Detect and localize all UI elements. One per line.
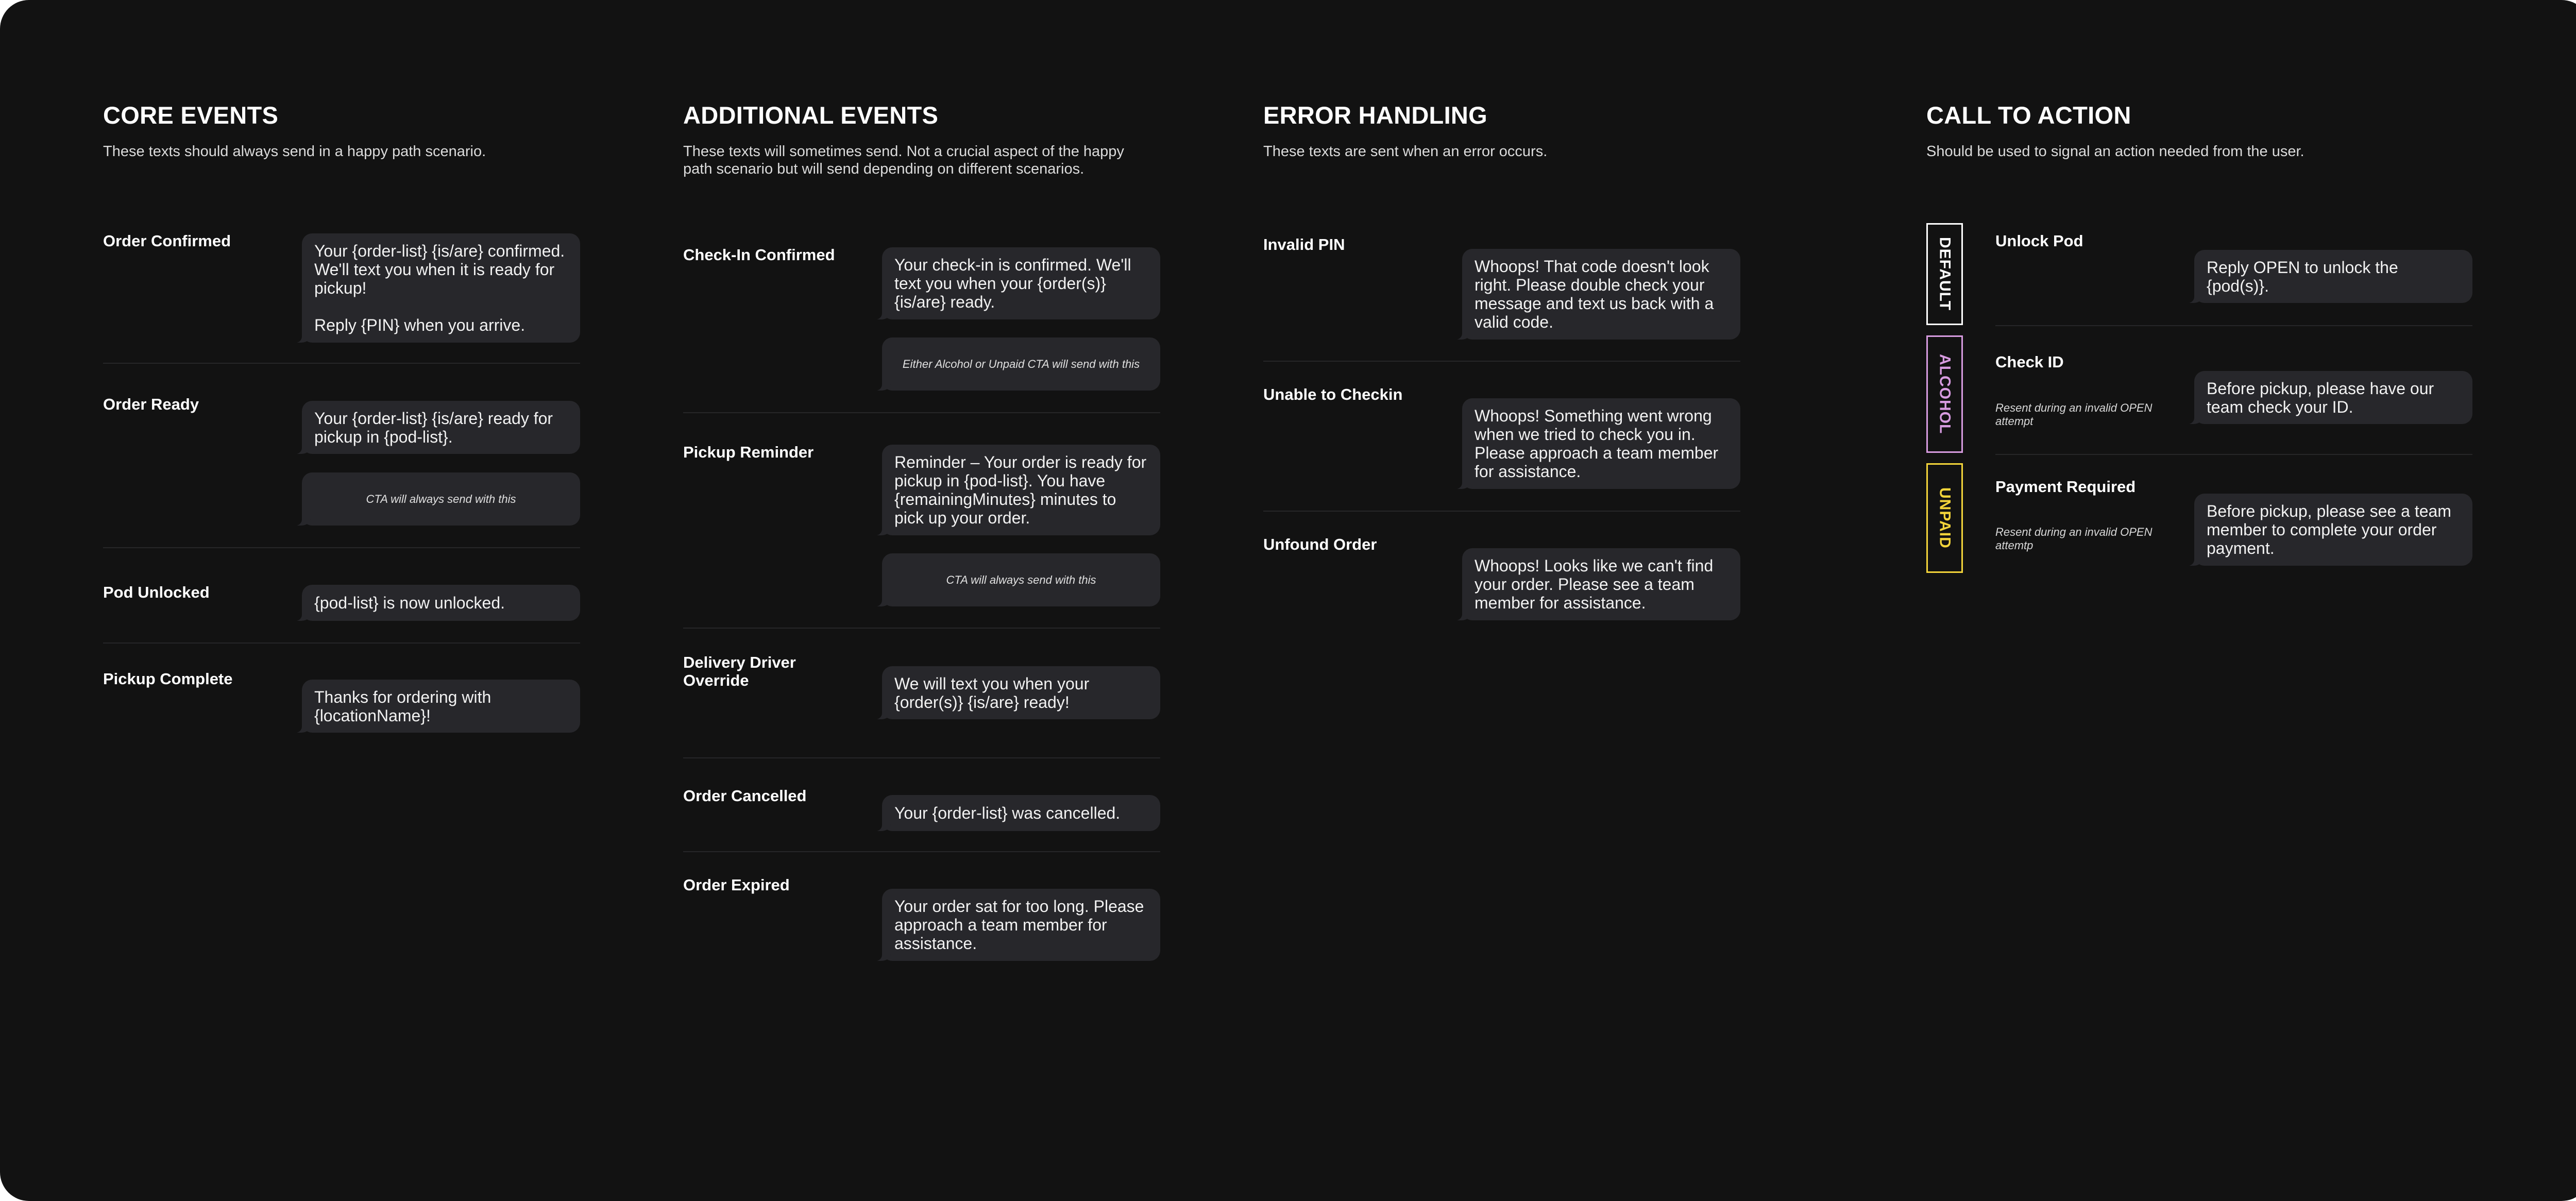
section-description: These texts will sometimes send. Not a crucial aspect of the happy path scenario but will send depending on different scenarios. [683,143,1124,177]
message-text: Whoops! That code doesn't look right. Please double check your message and text us back with a valid code. [1475,257,1719,331]
default-tag [1926,223,1963,325]
divider [103,363,580,364]
event-name: Order Expired [683,876,790,894]
message-bubble [2194,250,2472,303]
message-text: Your order sat for too long. Please approach a team member for assistance. [894,897,1149,953]
unpaid-tag [1926,463,1963,573]
divider [683,757,1160,758]
event-name: Order Ready [103,395,199,413]
note-text: CTA will always send with this [366,492,516,505]
event-name: Check ID [1995,353,2064,371]
section-title: ERROR HANDLING [1263,102,1488,129]
message-bubble [882,666,1160,719]
message-bubble [1462,249,1740,340]
divider [1995,325,2472,326]
note-text: CTA will always send with this [946,573,1096,586]
note-text: Either Alcohol or Unpaid CTA will send with this [902,357,1140,370]
event-name: Order Cancelled [683,787,807,805]
section-description: These texts should always send in a happy path scenario. [103,143,486,160]
section-title: CORE EVENTS [103,102,279,129]
message-text: Your {order-list} {is/are} confirmed. We'll text you when it is ready for pickup! Reply {PIN} when you arrive. [314,242,565,334]
divider [103,547,580,548]
tag-label: UNPAID [1936,487,1954,549]
event-name: Pod Unlocked [103,583,210,601]
message-text: Reminder – Your order is ready for pickup in {pod-list}. You have {remainingMinutes} minutes to pick up your order. [894,453,1151,527]
message-bubble [2194,494,2472,566]
message-text: {pod-list} is now unlocked. [314,594,505,612]
event-name: Pickup Complete [103,670,233,688]
section-title: CALL TO ACTION [1926,102,2131,129]
section-description: These texts are sent when an error occurs. [1263,143,1548,160]
cta-note-bubble [882,553,1160,606]
event-name: Unable to Checkin [1263,385,1403,403]
message-text: Whoops! Something went wrong when we tried to check you in. Please approach a team member for assistance. [1475,407,1723,481]
tag-label: DEFAULT [1936,237,1954,311]
message-text: Reply OPEN to unlock the {pod(s)}. [2207,258,2403,295]
section-title: ADDITIONAL EVENTS [683,102,939,129]
divider [1263,511,1740,512]
message-bubble [302,585,580,621]
message-bubble [882,247,1160,319]
divider [103,642,580,644]
message-text: Whoops! Looks like we can't find your order. Please see a team member for assistance. [1475,556,1718,612]
tag-label: ALCOHOL [1936,354,1954,434]
message-bubble [882,795,1160,831]
divider [1995,454,2472,455]
section-description: Should be used to signal an action needed from the user. [1926,143,2304,160]
message-bubble [302,401,580,454]
message-bubble [1462,548,1740,620]
event-name: Order Confirmed [103,232,231,250]
event-subtext: Resent during an invalid OPEN attemtp [1995,526,2153,552]
message-text: Before pickup, please have our team check your ID. [2207,379,2439,416]
event-name: Unfound Order [1263,535,1377,553]
cta-note-bubble [882,337,1160,391]
event-name: Pickup Reminder [683,443,814,461]
message-bubble [882,889,1160,961]
message-bubble [882,445,1160,535]
cta-note-bubble [302,472,580,526]
event-name: Delivery Driver Override [683,653,796,689]
message-text: Your check-in is confirmed. We'll text you when your {order(s)} {is/are} ready. [894,256,1136,311]
event-name: Check-In Confirmed [683,246,835,264]
message-text: We will text you when your {order(s)} {is/are} ready! [894,674,1094,712]
event-name: Invalid PIN [1263,235,1345,253]
event-name: Payment Required [1995,478,2136,496]
event-name: Unlock Pod [1995,232,2083,250]
message-bubble [1462,398,1740,489]
alcohol-tag [1926,335,1963,453]
divider [1263,361,1740,362]
message-bubble [2194,371,2472,424]
divider [683,628,1160,629]
message-text: Your {order-list} {is/are} ready for pickup in {pod-list}. [314,409,557,446]
message-bubble [302,680,580,733]
message-bubble [302,233,580,343]
divider [683,412,1160,413]
divider [683,851,1160,852]
message-text: Your {order-list} was cancelled. [894,804,1121,822]
message-text: Before pickup, please see a team member to complete your order payment. [2207,502,2456,557]
message-text: Thanks for ordering with {locationName}! [314,687,496,725]
event-subtext: Resent during an invalid OPEN attempt [1995,401,2153,428]
